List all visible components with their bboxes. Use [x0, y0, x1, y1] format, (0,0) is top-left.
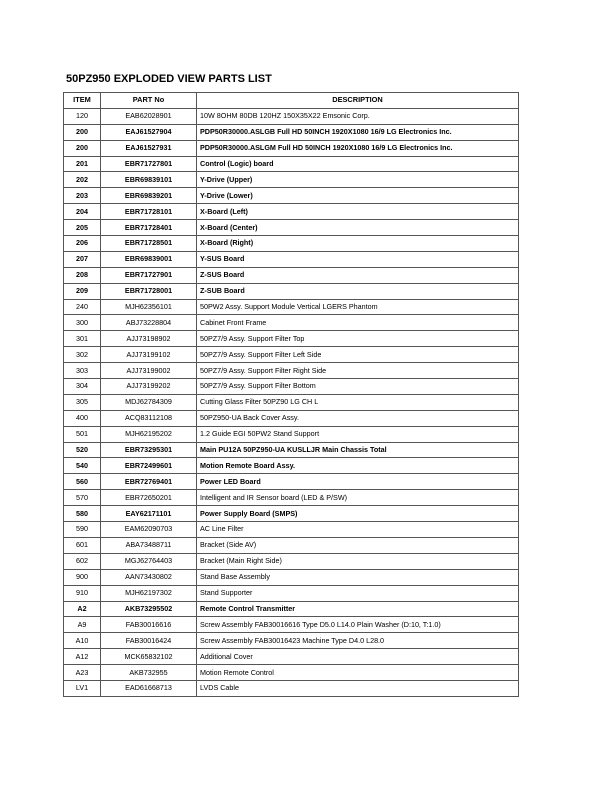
- item-cell: A10: [64, 633, 101, 649]
- part-number-cell: EAD61668713: [101, 680, 197, 696]
- table-row: [64, 204, 519, 220]
- table-row: [64, 379, 519, 395]
- description-cell: Stand Base Assembly: [197, 569, 519, 585]
- item-cell: 203: [64, 188, 101, 204]
- description-cell: 10W 8OHM 80DB 120HZ 150X35X22 Emsonic Corp.: [197, 108, 519, 124]
- table-row: [64, 394, 519, 410]
- table-row: [64, 680, 519, 696]
- table-row: [64, 363, 519, 379]
- item-cell: 240: [64, 299, 101, 315]
- table-row: [64, 410, 519, 426]
- description-cell: Z-SUS Board: [197, 267, 519, 283]
- description-cell: PDP50R30000.ASLGM Full HD 50INCH 1920X1080 16/9 LG Electronics Inc.: [197, 140, 519, 156]
- table-row: [64, 108, 519, 124]
- description-cell: X-Board (Right): [197, 236, 519, 252]
- part-number-cell: AKB73295502: [101, 601, 197, 617]
- item-cell: A12: [64, 649, 101, 665]
- item-cell: 400: [64, 410, 101, 426]
- item-cell: 204: [64, 204, 101, 220]
- part-number-cell: EBR72499601: [101, 458, 197, 474]
- table-row: [64, 331, 519, 347]
- item-cell: 300: [64, 315, 101, 331]
- part-number-cell: EBR71727801: [101, 156, 197, 172]
- description-cell: Control (Logic) board: [197, 156, 519, 172]
- part-number-cell: MGJ62764403: [101, 553, 197, 569]
- description-cell: Screw Assembly FAB30016423 Machine Type D4.0 L28.0: [197, 633, 519, 649]
- table-row: [64, 426, 519, 442]
- description-cell: 50PZ7/9 Assy. Support Filter Right Side: [197, 363, 519, 379]
- item-cell: 301: [64, 331, 101, 347]
- column-header-part-no: PART No: [101, 93, 197, 109]
- description-cell: X-Board (Center): [197, 220, 519, 236]
- page-title: 50PZ950 EXPLODED VIEW PARTS LIST: [66, 73, 272, 85]
- part-number-cell: FAB30016424: [101, 633, 197, 649]
- part-number-cell: EBR69839201: [101, 188, 197, 204]
- item-cell: 209: [64, 283, 101, 299]
- part-number-cell: EBR73295301: [101, 442, 197, 458]
- item-cell: 206: [64, 236, 101, 252]
- part-number-cell: MJH62356101: [101, 299, 197, 315]
- table-row: [64, 172, 519, 188]
- item-cell: 200: [64, 124, 101, 140]
- table-row: [64, 490, 519, 506]
- item-cell: A23: [64, 665, 101, 681]
- table-row: [64, 601, 519, 617]
- table-row: [64, 251, 519, 267]
- item-cell: 602: [64, 553, 101, 569]
- table-row: [64, 220, 519, 236]
- table-row: [64, 267, 519, 283]
- part-number-cell: FAB30016616: [101, 617, 197, 633]
- table-row: [64, 458, 519, 474]
- description-cell: X-Board (Left): [197, 204, 519, 220]
- item-cell: A2: [64, 601, 101, 617]
- item-cell: 501: [64, 426, 101, 442]
- description-cell: Y-SUS Board: [197, 251, 519, 267]
- item-cell: 205: [64, 220, 101, 236]
- part-number-cell: EBR71728101: [101, 204, 197, 220]
- description-cell: Additional Cover: [197, 649, 519, 665]
- item-cell: 570: [64, 490, 101, 506]
- table-row: [64, 156, 519, 172]
- table-row: [64, 140, 519, 156]
- description-cell: Cabinet Front Frame: [197, 315, 519, 331]
- item-cell: 201: [64, 156, 101, 172]
- description-cell: Z-SUB Board: [197, 283, 519, 299]
- table-row: [64, 522, 519, 538]
- description-cell: Stand Supporter: [197, 585, 519, 601]
- table-row: [64, 633, 519, 649]
- table-row: [64, 569, 519, 585]
- table-row: [64, 665, 519, 681]
- table-row: [64, 188, 519, 204]
- column-header-description: DESCRIPTION: [197, 93, 519, 109]
- table-row: [64, 649, 519, 665]
- description-cell: Motion Remote Control: [197, 665, 519, 681]
- description-cell: 1.2 Guide EGI 50PW2 Stand Support: [197, 426, 519, 442]
- part-number-cell: EAJ61527904: [101, 124, 197, 140]
- description-cell: 50PW2 Assy. Support Module Vertical LGERS Phantom: [197, 299, 519, 315]
- part-number-cell: AJJ73199202: [101, 379, 197, 395]
- description-cell: Y-Drive (Lower): [197, 188, 519, 204]
- part-number-cell: MJH62195202: [101, 426, 197, 442]
- part-number-cell: EAJ61527931: [101, 140, 197, 156]
- description-cell: PDP50R30000.ASLGB Full HD 50INCH 1920X1080 16/9 LG Electronics Inc.: [197, 124, 519, 140]
- part-number-cell: EBR69839001: [101, 251, 197, 267]
- item-cell: 601: [64, 537, 101, 553]
- item-cell: 910: [64, 585, 101, 601]
- part-number-cell: AKB732955: [101, 665, 197, 681]
- part-number-cell: EBR71728401: [101, 220, 197, 236]
- table-row: [64, 617, 519, 633]
- item-cell: 590: [64, 522, 101, 538]
- description-cell: Bracket (Main Right Side): [197, 553, 519, 569]
- table-header-row: [64, 93, 519, 109]
- description-cell: Power LED Board: [197, 474, 519, 490]
- description-cell: 50PZ7/9 Assy. Support Filter Top: [197, 331, 519, 347]
- part-number-cell: EBR69839101: [101, 172, 197, 188]
- table-row: [64, 347, 519, 363]
- part-number-cell: EBR71727901: [101, 267, 197, 283]
- description-cell: 50PZ950-UA Back Cover Assy.: [197, 410, 519, 426]
- part-number-cell: MJH62197302: [101, 585, 197, 601]
- description-cell: Screw Assembly FAB30016616 Type D5.0 L14.0 Plain Washer (D:10, T:1.0): [197, 617, 519, 633]
- part-number-cell: ABA73488711: [101, 537, 197, 553]
- item-cell: 303: [64, 363, 101, 379]
- part-number-cell: EAM62090703: [101, 522, 197, 538]
- table-row: [64, 236, 519, 252]
- part-number-cell: EBR71728001: [101, 283, 197, 299]
- description-cell: Motion Remote Board Assy.: [197, 458, 519, 474]
- item-cell: 304: [64, 379, 101, 395]
- item-cell: 202: [64, 172, 101, 188]
- table-row: [64, 506, 519, 522]
- description-cell: Cutting Glass Filter 50PZ90 LG CH L: [197, 394, 519, 410]
- item-cell: 200: [64, 140, 101, 156]
- item-cell: 208: [64, 267, 101, 283]
- item-cell: 520: [64, 442, 101, 458]
- parts-table: [63, 92, 519, 697]
- part-number-cell: MCK65832102: [101, 649, 197, 665]
- table-row: [64, 553, 519, 569]
- item-cell: 120: [64, 108, 101, 124]
- part-number-cell: MDJ62784309: [101, 394, 197, 410]
- part-number-cell: ACQ83112108: [101, 410, 197, 426]
- description-cell: AC Line Filter: [197, 522, 519, 538]
- item-cell: 540: [64, 458, 101, 474]
- table-row: [64, 283, 519, 299]
- table-row: [64, 315, 519, 331]
- part-number-cell: EBR71728501: [101, 236, 197, 252]
- parts-table-body: [64, 108, 519, 696]
- description-cell: LVDS Cable: [197, 680, 519, 696]
- item-cell: 560: [64, 474, 101, 490]
- item-cell: A9: [64, 617, 101, 633]
- item-cell: LV1: [64, 680, 101, 696]
- description-cell: Power Supply Board (SMPS): [197, 506, 519, 522]
- part-number-cell: EBR72769401: [101, 474, 197, 490]
- part-number-cell: AJJ73199102: [101, 347, 197, 363]
- part-number-cell: EAB62028901: [101, 108, 197, 124]
- table-row: [64, 537, 519, 553]
- column-header-item: ITEM: [64, 93, 101, 109]
- description-cell: Main PU12A 50PZ950-UA KUSLLJR Main Chassis Total: [197, 442, 519, 458]
- description-cell: 50PZ7/9 Assy. Support Filter Bottom: [197, 379, 519, 395]
- description-cell: 50PZ7/9 Assy. Support Filter Left Side: [197, 347, 519, 363]
- description-cell: Intelligent and IR Sensor board (LED & P/SW): [197, 490, 519, 506]
- item-cell: 302: [64, 347, 101, 363]
- part-number-cell: EAY62171101: [101, 506, 197, 522]
- description-cell: Bracket (Side AV): [197, 537, 519, 553]
- part-number-cell: AAN73430802: [101, 569, 197, 585]
- item-cell: 305: [64, 394, 101, 410]
- part-number-cell: ABJ73228804: [101, 315, 197, 331]
- table-row: [64, 474, 519, 490]
- table-row: [64, 585, 519, 601]
- description-cell: Y-Drive (Upper): [197, 172, 519, 188]
- item-cell: 207: [64, 251, 101, 267]
- table-row: [64, 124, 519, 140]
- description-cell: Remote Control Transmitter: [197, 601, 519, 617]
- item-cell: 580: [64, 506, 101, 522]
- part-number-cell: AJJ73198902: [101, 331, 197, 347]
- table-row: [64, 299, 519, 315]
- table-row: [64, 442, 519, 458]
- part-number-cell: EBR72650201: [101, 490, 197, 506]
- item-cell: 900: [64, 569, 101, 585]
- part-number-cell: AJJ73199002: [101, 363, 197, 379]
